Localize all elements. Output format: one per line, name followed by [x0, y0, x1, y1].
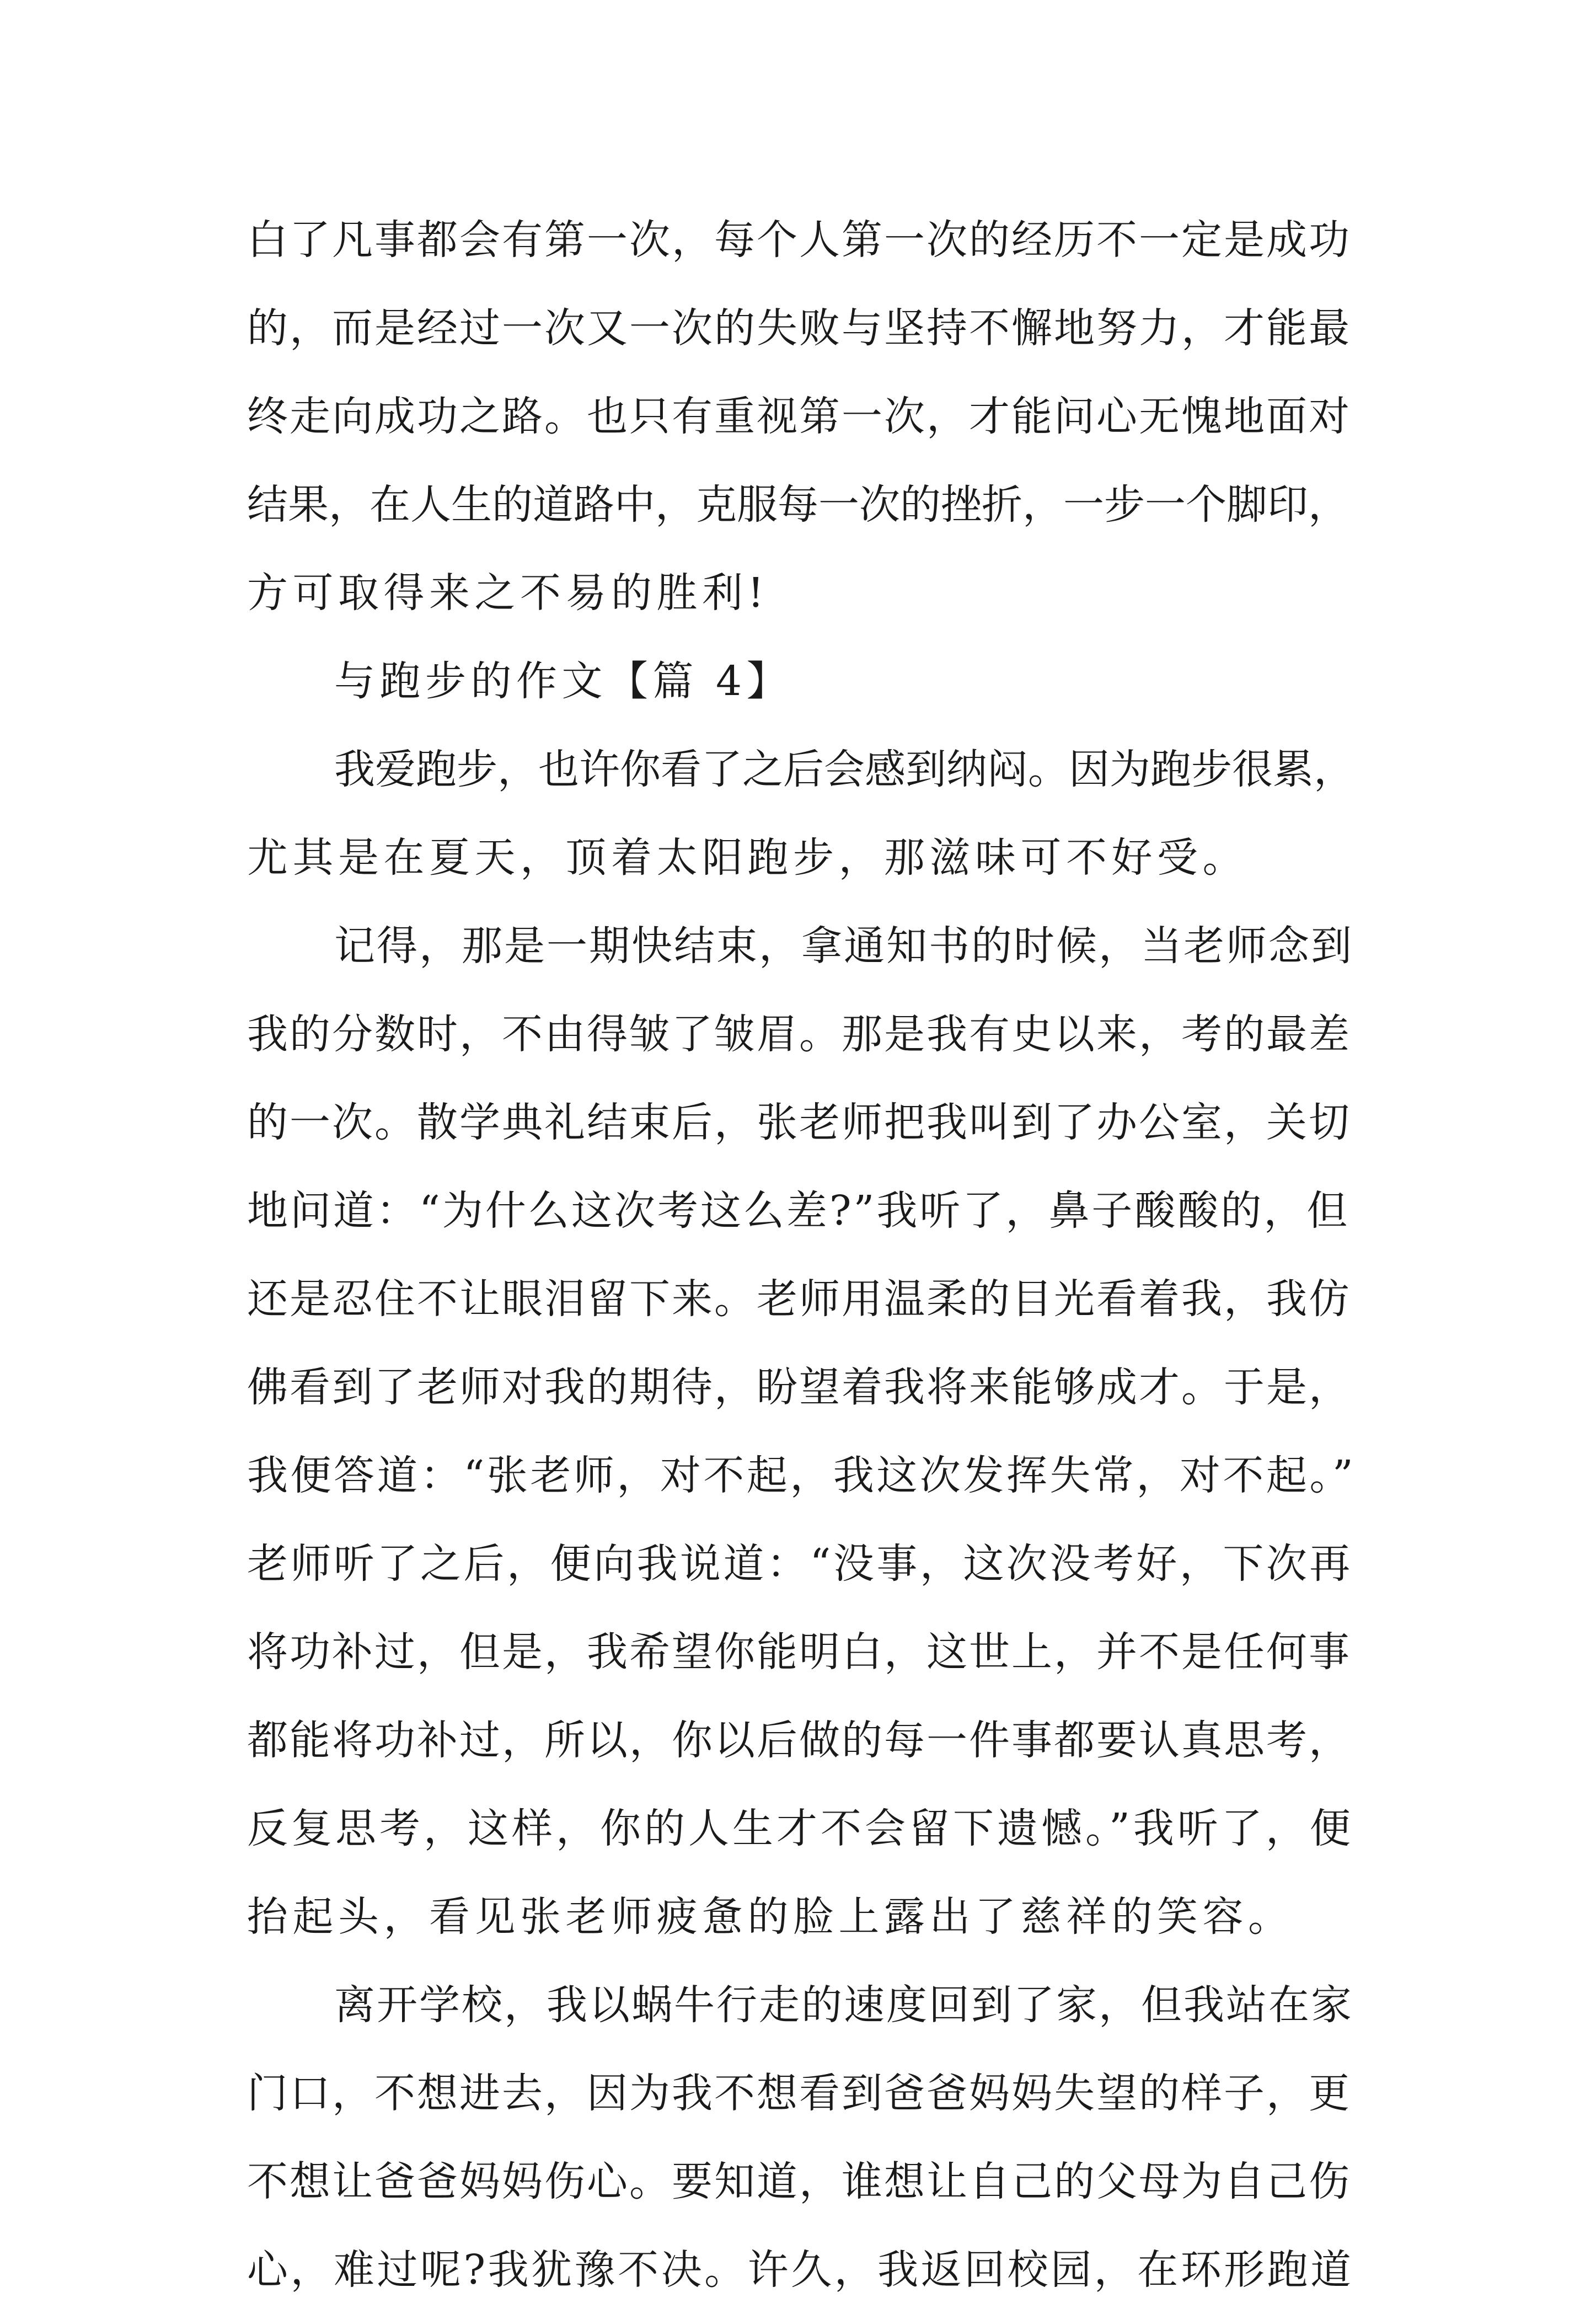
- text-line: 老师听了之后，便向我说道：“没事，这次没考好，下次再: [247, 1540, 1353, 1588]
- text-line: 抬起头，看见张老师疲惫的脸上露出了慈祥的笑容。: [247, 1893, 1294, 1941]
- text-line: 白了凡事都会有第一次，每个人第一次的经历不一定是成功: [247, 216, 1351, 264]
- text-line: 都能将功补过，所以，你以后做的每一件事都要认真思考，: [247, 1717, 1351, 1764]
- text-line: 地问道：“为什么这次考这么差?”我听了，鼻子酸酸的，但: [247, 1187, 1350, 1235]
- text-line: 反复思考，这样，你的人生才不会留下遗憾。”我听了，便: [247, 1805, 1354, 1852]
- text-line: 的一次。散学典礼结束后，张老师把我叫到了办公室，关切: [247, 1099, 1351, 1146]
- text-line: 记得，那是一期快结束，拿通知书的时候，当老师念到: [334, 922, 1353, 970]
- text-line: 的，而是经过一次又一次的失败与坚持不懈地努力，才能最: [247, 304, 1351, 352]
- section-heading: [247, 637, 1356, 725]
- text-line: 不想让爸爸妈妈伤心。要知道，谁想让自己的父母为自己伤: [247, 2158, 1351, 2205]
- text-line: 将功补过，但是，我希望你能明白，这世上，并不是任何事: [247, 1628, 1351, 1676]
- text-line: 方可取得来之不易的胜利!: [247, 569, 769, 617]
- text-line: 心，难过呢?我犹豫不决。许久，我返回校园，在环形跑道: [247, 2246, 1354, 2294]
- paragraph-2: [247, 902, 1356, 1961]
- paragraph-intro-end: [247, 196, 1356, 637]
- text-line: 离开学校，我以蜗牛行走的速度回到了家，但我站在家: [334, 1981, 1353, 2029]
- text-line: 尤其是在夏天，顶着太阳跑步，那滋味可不好受。: [247, 834, 1248, 881]
- text-line: 我便答道：“张老师，对不起，我这次发挥失常，对不起。”: [247, 1452, 1356, 1499]
- paragraph-3: [247, 1961, 1356, 2314]
- paragraph-1: [247, 725, 1356, 902]
- text-line: 终走向成功之路。也只有重视第一次，才能问心无愧地面对: [247, 393, 1351, 440]
- text-line: 结果，在人生的道路中，克服每一次的挫折，一步一个脚印，: [247, 481, 1349, 528]
- document-body: [247, 196, 1356, 2314]
- text-line: 门口，不想进去，因为我不想看到爸爸妈妈失望的样子，更: [247, 2070, 1351, 2117]
- text-line: 还是忍住不让眼泪留下来。老师用温柔的目光看着我，我仿: [247, 1275, 1351, 1323]
- heading-text: 与跑步的作文【篇 4】: [334, 658, 792, 705]
- text-line: 佛看到了老师对我的期待，盼望着我将来能够成才。于是，: [247, 1364, 1351, 1411]
- text-line: 我爱跑步，也许你看了之后会感到纳闷。因为跑步很累，: [334, 746, 1354, 793]
- text-line: 我的分数时，不由得皱了皱眉。那是我有史以来，考的最差: [247, 1011, 1351, 1058]
